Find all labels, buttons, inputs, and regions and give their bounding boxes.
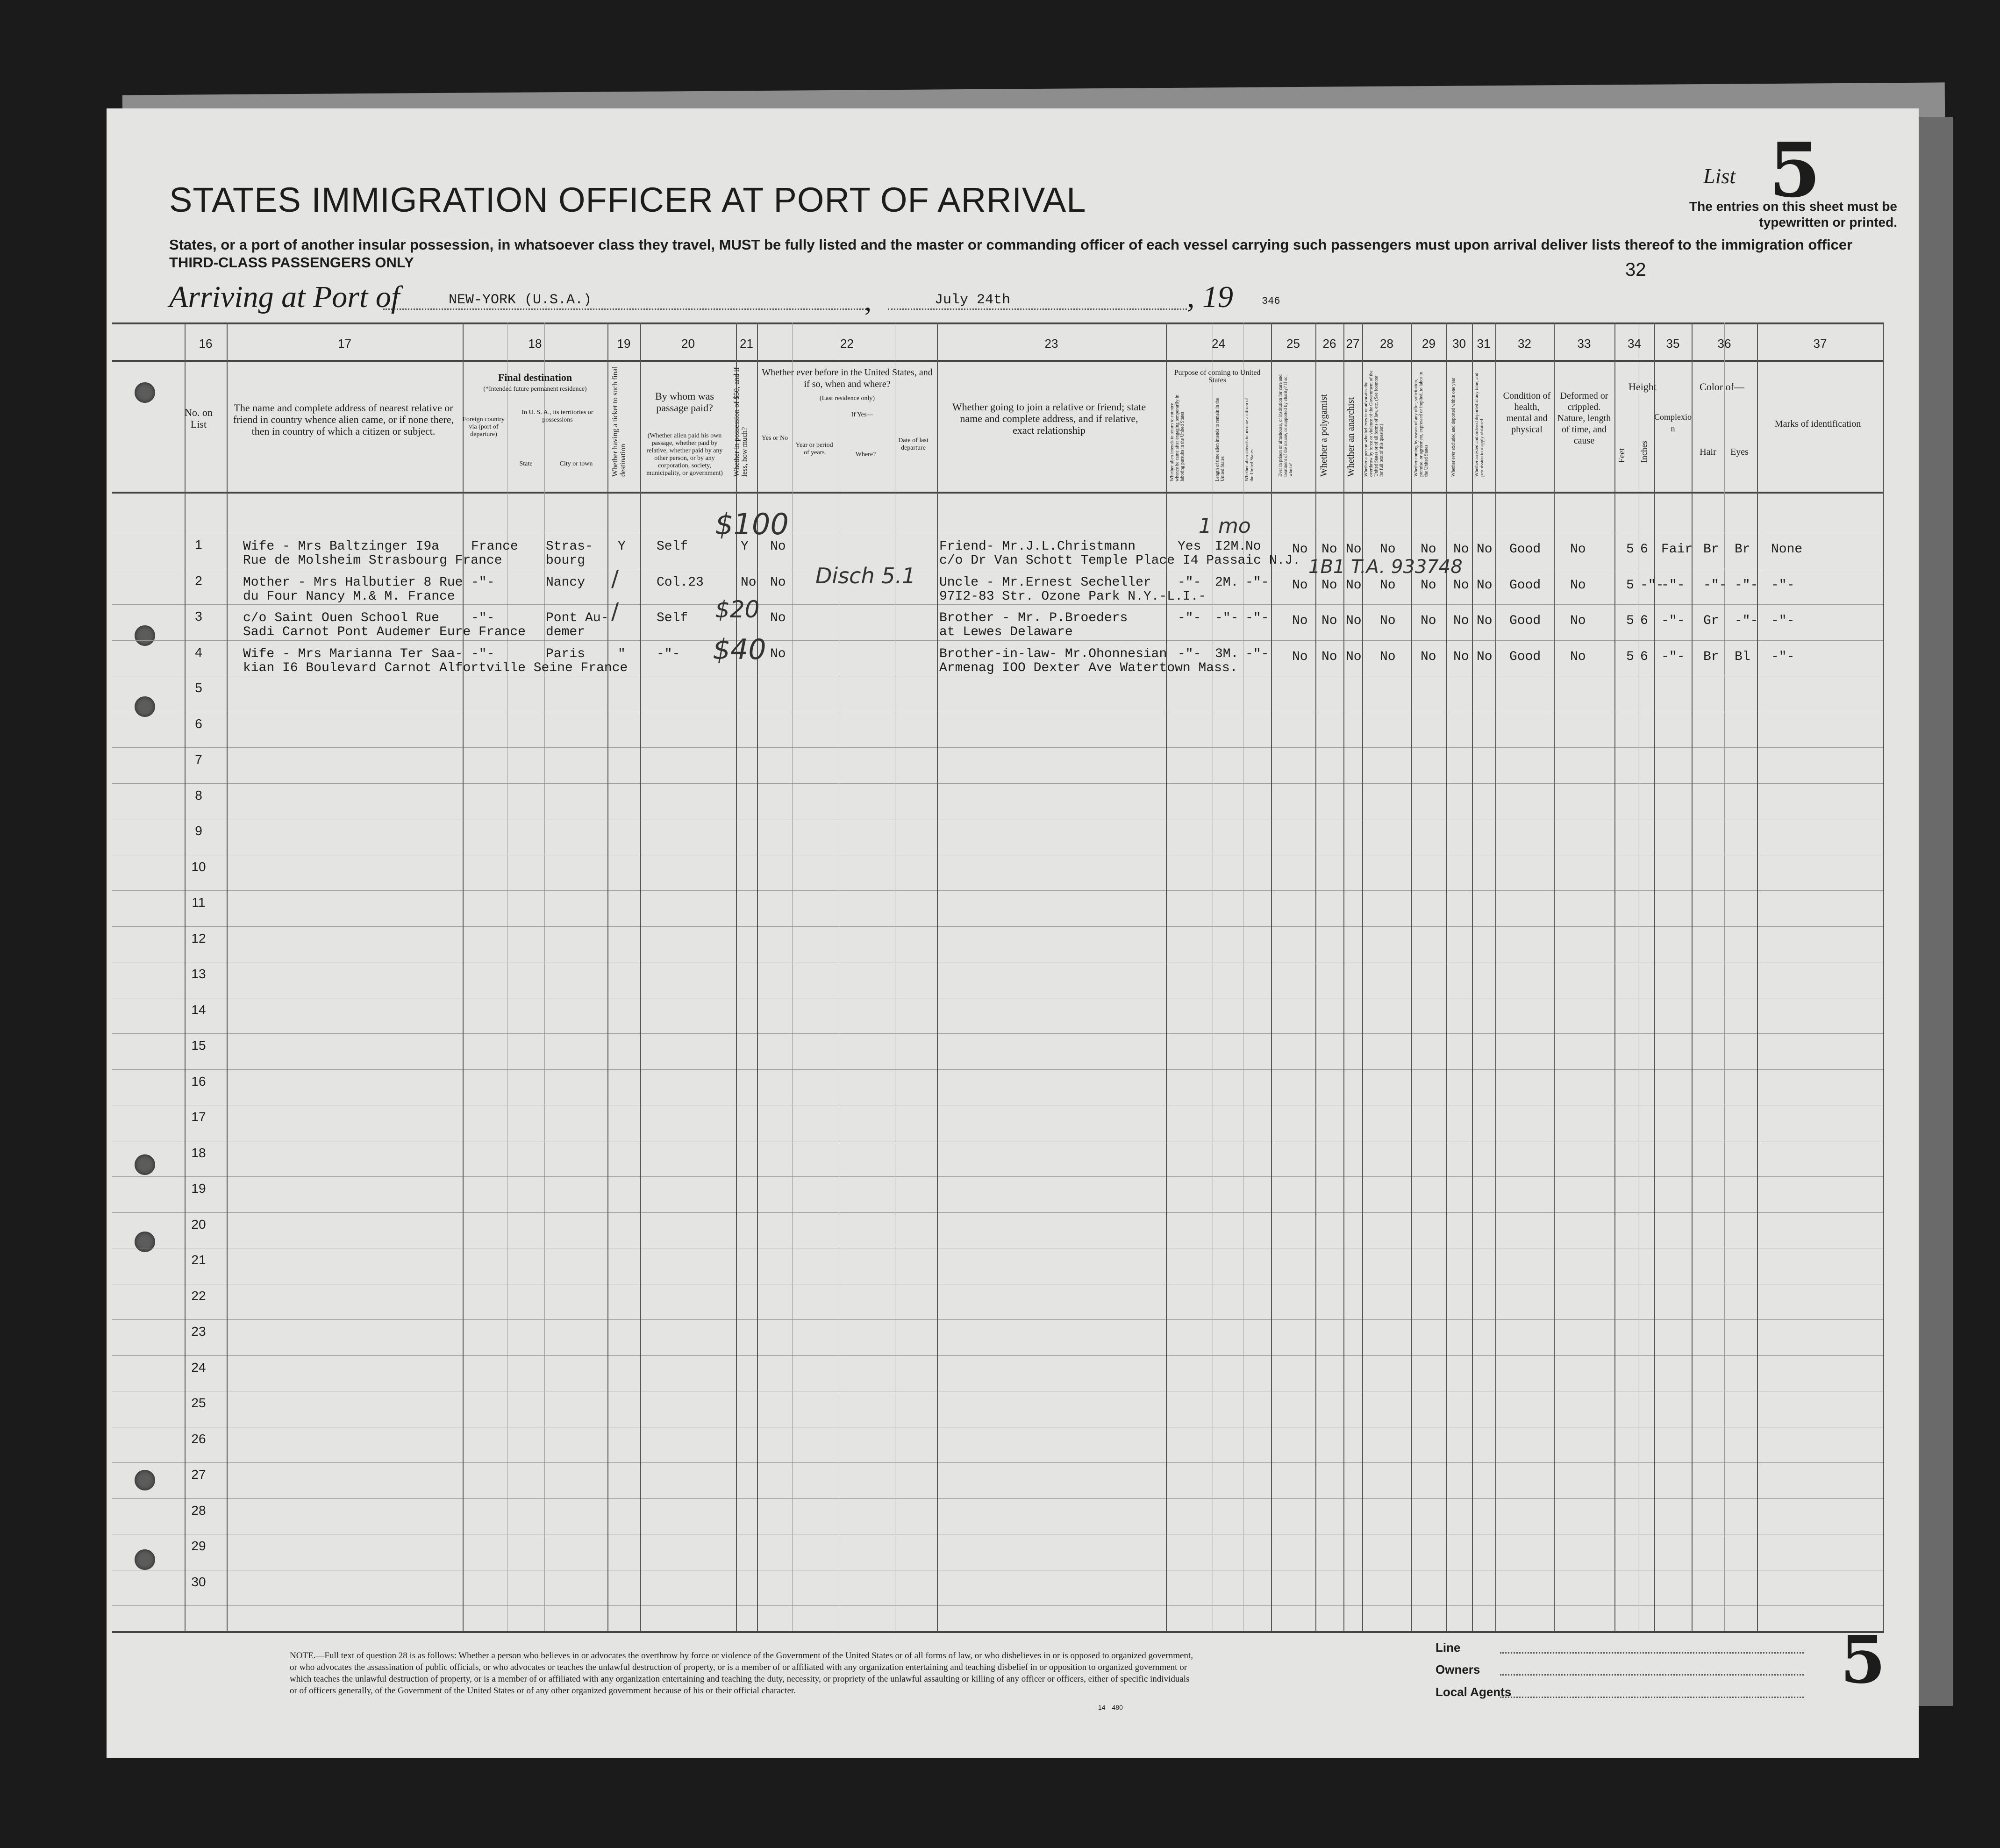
height-feet: 5 [1626, 649, 1634, 664]
relative-address-line1: Wife - Mrs Marianna Ter Saa- [243, 646, 463, 661]
row-number: 8 [195, 788, 202, 802]
handwritten-q28-row2: 1B1 T.A. 933748 [1308, 556, 1463, 578]
port-value: NEW-YORK (U.S.A.) [449, 292, 592, 308]
ticket: " [618, 646, 626, 661]
question-29: No [1421, 578, 1436, 593]
length-of-stay: -"- [1215, 611, 1239, 625]
column-divider [1362, 322, 1363, 1631]
row-number: 4 [195, 645, 202, 659]
row-number: 19 [191, 1181, 206, 1196]
header-if-yes: If Yes— [851, 411, 873, 418]
relative-address-line1: Mother - Mrs Halbutier 8 Rue [243, 575, 463, 590]
prison: No [1292, 542, 1308, 557]
port-field-line [383, 308, 869, 310]
identification-marks: -"- [1771, 614, 1795, 628]
header-purpose: Purpose of coming to United States [1174, 369, 1261, 384]
column-number: 28 [1380, 337, 1393, 351]
row-number: 28 [191, 1503, 206, 1518]
handwritten-money-row3: $20 [715, 596, 760, 623]
hair-color: Br [1703, 649, 1719, 664]
column-number: 33 [1577, 337, 1591, 351]
complexion: -"- [1661, 614, 1685, 628]
footnote-question-28: NOTE.—Full text of question 28 is as follows: Whether a person who believes in or advocates the overthrow by force or violence of the Government of the United States or of all forms of law, or who disbelieves in or is opposed to organized government, or who advocates the assassination of public officials, or who advocates or teaches the unlawful destruction of property, or is a member of or affiliated with any organization entertaining and teaching disbelief in or opposition to organized government or which teaches the unlawful destruction of property, or is a member of or affiliated with any organization entertaining and teaching the duty, necessity, or propriety of the unlawful assaulting or killing of any officer or officers, either of specific individuals or of officers generally, of the Government of the United States or of any other organized government because of his or their official character. [290, 1651, 1193, 1696]
column-number: 36 [1717, 337, 1731, 351]
local-agents-label: Local Agents [1436, 1685, 1512, 1699]
column-number: 27 [1346, 337, 1360, 351]
row-number: 20 [191, 1217, 206, 1232]
question-30: No [1453, 578, 1469, 593]
form-intro: States, or a port of another insular possession, in whatsoever class they travel, MUST be fully listed and the master or commanding officer of each vessel carrying such passengers must upon arrival deliver lists thereof to the immigration officer THIRD-CLASS PASSENGERS ONLY [169, 236, 1853, 271]
question-29: No [1421, 649, 1436, 664]
line-label: Line [1436, 1640, 1461, 1655]
joining-line1: Brother - Mr. P.Broeders [939, 611, 1128, 625]
foreign-country: -"- [471, 611, 495, 625]
header-health: Condition of health, mental and physical [1503, 391, 1551, 435]
height-inches: 6 [1640, 542, 1648, 557]
column-divider [607, 322, 608, 1631]
eye-color: Bl [1735, 649, 1750, 664]
health: Good [1509, 614, 1541, 628]
column-number: 23 [1044, 337, 1058, 351]
row-number: 7 [195, 752, 202, 766]
joining-line2: at Lewes Delaware [939, 625, 1073, 639]
identification-marks: -"- [1771, 578, 1795, 593]
column-divider [1692, 322, 1693, 1631]
column-divider [792, 322, 793, 1631]
relative-address-line2: kian I6 Boulevard Carnot Alfortville Seine France [243, 660, 628, 675]
column-divider [1554, 322, 1555, 1631]
column-divider [1411, 322, 1412, 1631]
column-divider [1883, 322, 1884, 1631]
header-last-departure: Date of last departure [898, 437, 929, 451]
header-marks: Marks of identification [1774, 419, 1861, 429]
before-in-us: No [770, 611, 786, 625]
header-inches: Inches [1639, 441, 1649, 463]
column-divider [1271, 322, 1272, 1631]
header-purpose-length: Length of time alien intends to remain in the United States [1215, 398, 1225, 481]
column-divider [463, 322, 464, 1631]
sheet-mark: 5 [1840, 1622, 1886, 1698]
relative-address-line2: du Four Nancy M.& M. France [243, 589, 455, 604]
city-or-town: Pont Au- [546, 611, 609, 625]
column-divider [640, 322, 641, 1631]
column-number: 25 [1286, 337, 1300, 351]
identification-marks: -"- [1771, 649, 1795, 664]
city-or-town: demer [546, 625, 586, 639]
passage-paid-by: Self [657, 611, 688, 625]
year-label: , 19 [1187, 280, 1233, 314]
column-number: 18 [528, 337, 542, 351]
polygamist: No [1321, 649, 1337, 664]
header-relative: The name and complete address of nearest relative or friend in country whence alien came, or if none there, then in country of which a citizen or subject. [233, 402, 454, 437]
joining-line1: Friend- Mr.J.L.Christmann [939, 539, 1136, 554]
header-q30: Whether ever excluded and deported within one year [1451, 378, 1456, 477]
header-deformed: Deformed or crippled. Nature, length of time, and cause [1557, 391, 1611, 446]
question-29: No [1421, 542, 1436, 557]
column-number: 19 [617, 337, 631, 351]
passage-paid-by: Self [657, 539, 688, 554]
column-divider [937, 322, 938, 1631]
column-number: 22 [840, 337, 854, 351]
eye-color: -"- [1735, 578, 1758, 593]
question-31: No [1477, 649, 1493, 664]
header-final-destination: Final destination [498, 372, 572, 383]
header-before-in-us-sub: (Last residence only) [819, 395, 875, 402]
header-feet: Feet [1617, 448, 1626, 463]
list-label: List [1703, 164, 1736, 188]
health: Good [1509, 542, 1541, 557]
row-number: 10 [191, 859, 206, 874]
complexion: Fair [1661, 542, 1693, 557]
foreign-country: -"- [471, 575, 495, 590]
column-number: 24 [1212, 337, 1225, 351]
question-28: No [1380, 614, 1396, 628]
header-year-period: Year or period of years [795, 442, 833, 456]
joining-line2: Armenag IOO Dexter Ave Watertown Mass. [939, 660, 1238, 675]
header-passage-paid-sub: (Whether alien paid his own passage, whether paid by relative, whether paid by any other person, or by any corporation, society, municipality, or government) [646, 432, 723, 477]
height-inches: 6 [1640, 649, 1648, 664]
row-number: 26 [191, 1431, 206, 1446]
column-divider [227, 322, 228, 1631]
deformed: No [1570, 542, 1586, 557]
header-prison: Ever in prison or almshouse, or institution for care and treatment of the insane, or supported by charity? If so, which? [1278, 374, 1293, 477]
header-q28: Whether a person who believes in or advocates the overthrow by force or violence of the Government of the United States or of all forms of law, etc. (See footnote for full text of this question) [1364, 370, 1384, 477]
hair-color: Br [1703, 542, 1719, 557]
relative-address-line1: Wife - Mrs Baltzinger I9a [243, 539, 440, 554]
row-number: 16 [191, 1074, 206, 1089]
row-number: 15 [191, 1038, 206, 1053]
row-number: 21 [191, 1253, 206, 1267]
column-number: 21 [740, 337, 753, 351]
column-divider [1472, 322, 1473, 1631]
row-number: 11 [192, 895, 206, 910]
row-number: 5 [195, 680, 202, 695]
row-number: 29 [191, 1539, 206, 1553]
column-number: 29 [1422, 337, 1436, 351]
column-divider [1446, 322, 1447, 1631]
city-or-town: Paris [546, 646, 586, 661]
question-31: No [1477, 542, 1493, 557]
row-number: 30 [191, 1574, 206, 1589]
height-feet: 5 [1626, 542, 1634, 557]
header-state: State [519, 460, 533, 467]
handwritten-q24-row1: 1 mo [1199, 514, 1251, 538]
row-number: 27 [191, 1467, 206, 1482]
length-of-stay: I2M. [1215, 539, 1247, 554]
length-of-stay: 3M. [1215, 646, 1239, 661]
column-divider [1495, 322, 1496, 1631]
eye-color: Br [1735, 542, 1750, 557]
column-divider [1614, 322, 1615, 1631]
header-polygamist: Whether a polygamist [1319, 394, 1329, 477]
date-value: July 24th [935, 292, 1011, 308]
anarchist: No [1346, 649, 1362, 664]
joining-line1: Uncle - Mr.Ernest Secheller [939, 575, 1151, 590]
anarchist: No [1346, 578, 1362, 593]
health: Good [1509, 649, 1541, 664]
typewritten-instruction: The entries on this sheet must be typewritten or printed. [1689, 199, 1897, 229]
polygamist: No [1321, 614, 1337, 628]
port-label: Arriving at Port of [169, 280, 400, 314]
hair-color: -"- [1703, 578, 1727, 593]
row-number: 18 [191, 1145, 206, 1160]
intends-citizen: -"- [1245, 646, 1269, 661]
header-where: Where? [855, 451, 876, 458]
header-q29: Whether coming by reason of any offer, solicitation, promise, or agreement, expressed or implied, to labor in the United States [1414, 372, 1429, 477]
header-before-in-us: Whether ever before in the United States, and if so, when and where? [762, 367, 933, 389]
manifest-table [112, 322, 1884, 1631]
height-feet: 5 [1626, 614, 1634, 628]
row-number: 17 [191, 1110, 206, 1124]
passage-paid-by: Col.23 [657, 575, 704, 590]
header-passage-paid: By whom was passage paid? [655, 390, 714, 414]
question-28: No [1380, 578, 1396, 593]
question-28: No [1380, 542, 1396, 557]
column-number: 17 [338, 337, 351, 351]
header-hair: Hair [1700, 447, 1716, 457]
intends-return: -"- [1178, 611, 1201, 625]
height-inches: -"- [1640, 578, 1664, 593]
prison: No [1292, 649, 1308, 664]
column-number: 35 [1666, 337, 1680, 351]
joining-line1: Brother-in-law- Mr.Ohonnesian [939, 646, 1167, 661]
column-number: 16 [199, 337, 213, 351]
before-in-us: No [770, 575, 786, 590]
header-no-on-list: No. on List [185, 407, 213, 430]
header-anarchist: Whether an anarchist [1346, 397, 1356, 477]
question-28: No [1380, 649, 1396, 664]
money: Y [741, 539, 749, 554]
header-height: Height [1629, 381, 1657, 393]
row-number: 2 [195, 573, 202, 588]
handwritten-money-row1: $100 [715, 507, 789, 541]
intends-return: -"- [1178, 575, 1201, 590]
header-city: City or town [559, 460, 593, 467]
before-in-us: No [770, 539, 786, 554]
height-feet: 5 [1626, 578, 1634, 593]
column-divider [1343, 322, 1344, 1631]
header-foreign-country: Foreign country via (port of departure) [463, 416, 505, 438]
question-30: No [1453, 614, 1469, 628]
polygamist: No [1321, 542, 1337, 557]
deformed: No [1570, 614, 1586, 628]
header-in-usa: In U. S. A., its territories or possessions [521, 409, 593, 423]
complexion: -"- [1661, 649, 1685, 664]
row-number: 6 [195, 716, 202, 731]
column-divider [544, 322, 545, 1631]
deformed: No [1570, 578, 1586, 593]
polygamist: No [1321, 578, 1337, 593]
relative-address-line1: c/o Saint Ouen School Rue [243, 611, 440, 625]
form-title: STATES IMMIGRATION OFFICER AT PORT OF ARRIVAL [169, 180, 1086, 219]
question-31: No [1477, 578, 1493, 593]
passage-paid-by: -"- [657, 646, 680, 661]
prison: No [1292, 578, 1308, 593]
row-number: 14 [191, 1002, 206, 1017]
list-number: 5 [1769, 126, 1821, 214]
city-or-town: Stras- [546, 539, 593, 554]
header-ticket: Whether having a ticket to such final destination [611, 366, 627, 477]
prison: No [1292, 614, 1308, 628]
foreign-country: -"- [471, 646, 495, 661]
column-number: 20 [681, 337, 695, 351]
header-q31: Whether arrested and ordered deported at any time, and permission to reapply obtained [1474, 372, 1485, 477]
row-number: 9 [195, 824, 202, 838]
year-suffix: 346 [1262, 295, 1280, 307]
intends-citizen: No [1245, 539, 1261, 554]
question-31: No [1477, 614, 1493, 628]
form-number: 14—480 [1098, 1704, 1123, 1711]
hair-color: Gr [1703, 614, 1719, 628]
joining-line2: 97I2-83 Str. Ozone Park N.Y.-L.I.- [939, 589, 1207, 604]
row-number: 13 [191, 967, 206, 981]
column-number: 34 [1628, 337, 1641, 351]
height-inches: 6 [1640, 614, 1648, 628]
before-in-us: No [770, 646, 786, 661]
anarchist: No [1346, 542, 1362, 557]
column-number: 37 [1813, 337, 1827, 351]
intends-citizen: -"- [1245, 611, 1269, 625]
relative-address-line2: Sadi Carnot Pont Audemer Eure France [243, 625, 526, 639]
column-divider [1166, 322, 1167, 1631]
ticket: Y [618, 539, 626, 554]
intends-citizen: -"- [1245, 575, 1269, 590]
question-30: No [1453, 542, 1469, 557]
header-yes-no: Yes or No [761, 435, 788, 442]
row-number: 22 [191, 1288, 206, 1303]
handwritten-money-row4: $40 [713, 633, 766, 666]
header-money: Whether in possession of $50, and if less, how much? [733, 367, 749, 477]
relative-address-line2: Rue de Molsheim Strasbourg France [243, 553, 502, 568]
column-number: 30 [1452, 337, 1466, 351]
header-joining: Whether going to join a relative or friend; state name and complete address, and if relative, exact relationship [952, 401, 1146, 436]
identification-marks: None [1771, 542, 1803, 557]
row-number: 23 [191, 1324, 206, 1339]
health: Good [1509, 578, 1541, 593]
column-number: 26 [1322, 337, 1336, 351]
question-30: No [1453, 649, 1469, 664]
column-divider [1315, 322, 1316, 1631]
handwritten-q22-row2: Disch 5.1 [815, 563, 916, 588]
header-purpose-return: Whether alien intends to return to country whence he came after engaging temporarily in laboring pursuits in the United States [1170, 394, 1185, 481]
deformed: No [1570, 649, 1586, 664]
city-or-town: bourg [546, 553, 586, 568]
row-number: 25 [191, 1396, 206, 1410]
money: No [741, 575, 757, 590]
column-number: 32 [1518, 337, 1531, 351]
length-of-stay: 2M. [1215, 575, 1239, 590]
date-field-line [888, 308, 1187, 310]
row-number: 24 [191, 1360, 206, 1375]
column-number: 31 [1477, 337, 1491, 351]
page-number: 32 [1625, 259, 1646, 280]
row-number: 1 [195, 537, 202, 552]
eye-color: -"- [1735, 614, 1758, 628]
column-divider [1724, 322, 1725, 1631]
foreign-country: France [471, 539, 518, 554]
header-complexion: Complexion [1654, 412, 1692, 433]
complexion: -"- [1661, 578, 1685, 593]
row-number: 12 [191, 931, 206, 945]
owners-label: Owners [1436, 1662, 1480, 1676]
header-purpose-citizen: Whether alien intends to become a citizen of the United States [1244, 398, 1255, 481]
row-number: 3 [195, 609, 202, 623]
joining-line2: c/o Dr Van Schott Temple Place I4 Passaic N.J. [939, 553, 1300, 568]
header-final-destination-sub: (*Intended future permanent residence) [483, 386, 587, 393]
header-color-of: Color of— [1700, 381, 1744, 393]
city-or-town: Nancy [546, 575, 586, 590]
question-29: No [1421, 614, 1436, 628]
anarchist: No [1346, 614, 1362, 628]
intends-return: -"- [1178, 646, 1201, 661]
intends-return: Yes [1178, 539, 1201, 554]
column-divider [1757, 322, 1758, 1631]
header-eyes: Eyes [1730, 447, 1749, 457]
column-divider [1654, 322, 1655, 1631]
